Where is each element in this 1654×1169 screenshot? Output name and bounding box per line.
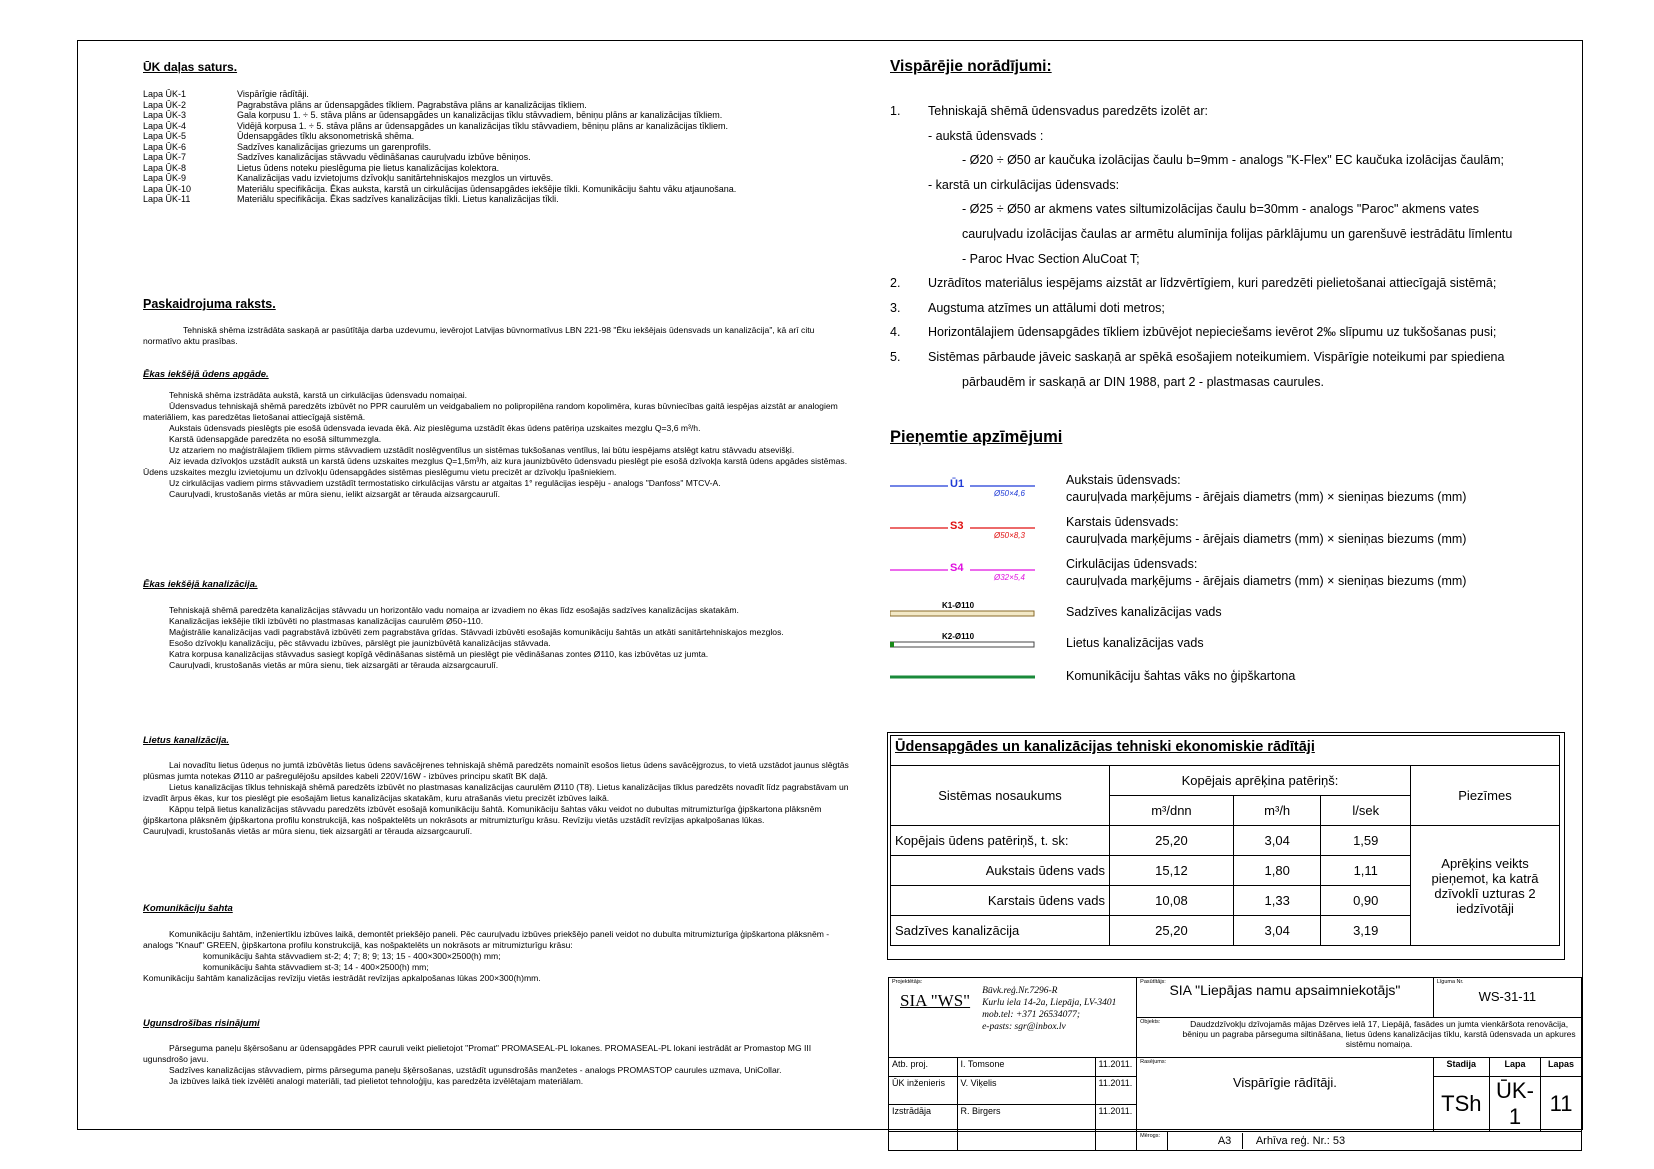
role: Atb. proj. [889,1058,958,1077]
legend-dim: Ø50×8,3 [994,531,1025,540]
object-text: Daudzdzīvokļu dzīvojamās mājas Dzērves ielā 17, Liepājā, fasādes un jumta vienkāršota renovācija, bēniņu un pagraba pārseguma siltināšana, lietus ūdens kanalizācijas tīklu, karstā ūdensvada un apkures sistēmu nomaiņa. [1182,1019,1576,1049]
company-logo: SIA "WS" [900,991,971,1010]
tech-table [890,765,1560,946]
sheets-value: 11 [1541,1077,1582,1132]
section-fire-body [143,1043,853,1087]
toc-row [143,121,843,132]
toc-row [143,194,843,205]
contract-label: Līguma Nr. [1436,979,1464,985]
note-num: 4. [890,325,901,340]
sheet-name-cell [1137,1058,1434,1132]
paragraph: Aukstais ūdensvads pieslēgts pie esošā ūdensvada ievada ēkā. Aiz pieslēguma uzstādīt ēkas ūdens patēriņa uzskaites mezglu Q=3,6 m³/h. [169,423,701,433]
date: 11.2011. [1095,1077,1137,1105]
legend-desc: cauruļvada marķējums - ārējais diametrs (mm) × sieniņas biezums (mm) [1066,490,1467,504]
sheet-value: ŪK-1 [1489,1077,1540,1132]
cell: 1,80 [1233,856,1321,886]
role: ŪK inženieris [889,1077,958,1105]
toc-code: Lapa ŪK-4 [143,120,187,131]
object-cell [1137,1018,1582,1058]
cell: 1,11 [1321,856,1411,886]
col-note-header: Piezīmes [1411,766,1560,826]
cell: 3,04 [1233,826,1321,856]
note-text: Horizontālajiem ūdensapgādes tīkliem izbūvējot nepieciešams ievērot 2‰ slīpumu uz tukšošanas pusi; [928,325,1497,340]
stage-label: Stadija [1433,1058,1489,1077]
archive-cell [1167,1132,1581,1151]
toc-text: Sadzīves kanalizācijas stāvvadu vēdināšanas cauruļvadu izbūve bēniņos. [237,152,531,162]
designer-cell [889,978,1137,1058]
scale-cell [1137,1132,1168,1151]
cell: 0,90 [1321,886,1411,916]
col-header: l/sek [1321,796,1411,826]
shaft-cover-line-icon [890,663,1040,703]
tech-table-title: Ūdensapgādes un kanalizācijas tehniski ekonomiskie rādītāji [890,735,1560,765]
contract-cell [1433,978,1581,1018]
empty-cell [1095,1132,1137,1151]
legend-label: Sadzīves kanalizācijas vads [1066,605,1222,619]
toc-row [143,100,843,111]
toc-row [143,184,843,195]
toc-row [143,142,843,153]
paragraph: Tehniskā shēma izstrādāta aukstā, karstā un cirkulācijas ūdensvadu nomaiņai. [169,390,468,400]
title-block [888,977,1582,1151]
company-info: Būvk.reģ.Nr.7296-R [982,986,1058,996]
legend-desc: cauruļvada marķējums - ārējais diametrs (mm) × sieniņas biezums (mm) [1066,574,1467,588]
legend-dim: Ø32×5,4 [994,573,1025,582]
toc-text: Ūdensapgādes tīklu aksonometriskā shēma. [237,131,415,141]
note-text: - aukstā ūdensvads : [928,128,1044,143]
table-row [891,826,1560,856]
paragraph: Uz cirkulācijas vadiem pirms stāvvadiem uzstādīt termostatisko cirkulācijas vārstu ar atgaitas 1° regulācijas iespēju - analogs "Danfoss" MTCV-A. [169,478,721,488]
legend-label: Komunikāciju šahtas vāks no ģipškartona [1066,669,1296,683]
legend-sym: Ū1 [950,478,965,490]
toc-list [143,89,843,205]
cell: 3,19 [1321,916,1411,946]
note-text: - karstā un cirkulācijas ūdensvads: [928,177,1120,192]
paragraph: Pārseguma paneļu šķērsošanu ar ūdensapgādes PPR cauruli veikt pielietojot "Promat" PROMASEAL-PL lokanes. PROMASEAL-PL lokani iestrādāt ar Promastop MG III ugunsdrošo javu. [143,1043,812,1064]
toc-row [143,152,843,163]
paragraph: Uz atzariem no maģistrālajiem tīkliem pirms stāvvadiem uzstādīt noslēgventīlus un sistēmas tukšošanas ventīlus, lai būtu iespējams atslēgt katru stāvvadu atsevišķi. [169,445,795,455]
legend-sym: K1-Ø110 [942,601,975,610]
paragraph: Cauruļvadi, krustošanās vietās ar mūra sienu, tiek aizsargāti ar tērauda aizsargcaurulī. [169,660,499,670]
shaft-d1: komunikāciju šahta stāvvadiem st-2; 4; 7; 8; 9; 13; 15 - 400×300×2500(h) mm; [203,951,501,961]
general-notes [890,99,1580,394]
shaft-d2: komunikāciju šahta stāvvadiem st-3; 14 - 400×2500(h) mm; [203,962,429,972]
paragraph: Sadzīves kanalizācijas stāvvadiem, pirms pārseguma paneļu šķērsošanas, uzstādīt ugunsdrošās manžetes - analogs PROMASTOP caurules uzmava, UniCollar. [169,1065,782,1075]
row-name: Aukstais ūdens vads [891,856,1110,886]
note-text: Augstuma atzīmes un attālumi doti metros; [928,300,1165,315]
legend-circulation [890,556,1580,596]
cold-water-line-icon [890,472,1040,512]
legend-shaft-cover [890,663,1580,703]
company-info: Kurlu iela 14-2a, Liepāja, LV-3401 [982,998,1117,1008]
toc-text: Materiālu specifikācija. Ēkas sadzīves kanalizācijas tīkli. Lietus kanalizācijas tīkli. [237,194,559,204]
toc-code: Lapa ŪK-9 [143,173,187,183]
paragraph: Tehniskajā shēmā paredzēta kanalizācijas stāvvadu un horizontālo vadu nomaiņa ar izvadiem no ēkas līdz esošajās sadzīves kanalizācijas skatakām. [169,605,739,615]
toc-code: Lapa ŪK-6 [143,141,187,152]
explanatory-intro [143,325,853,347]
cell: 1,33 [1233,886,1321,916]
legend-label: Lietus kanalizācijas vads [1066,636,1204,650]
cell: 25,20 [1110,916,1234,946]
toc-row [143,131,843,142]
section-sewer-body [143,605,853,671]
legend-desc: cauruļvada marķējums - ārējais diametrs (mm) × sieniņas biezums (mm) [1066,532,1467,546]
legend-hot-water [890,514,1580,554]
legend-sym: S4 [950,562,964,574]
legend-cold-water [890,472,1580,512]
col-name-header: Sistēmas nosaukums [891,766,1110,826]
designer-label: Projektētājs: [892,979,923,985]
toc-title: ŪK daļas saturs. [143,60,238,74]
person: I. Tomsone [957,1058,1095,1077]
toc-text: Lietus ūdens noteku pieslēguma pie lietus kanalizācijas kolektora. [237,162,500,173]
role: Izstrādāja [889,1104,958,1132]
note-num: 1. [890,104,901,118]
toc-code: Lapa ŪK-10 [143,183,192,194]
toc-code: Lapa ŪK-2 [143,99,187,110]
paragraph: Esošo dzīvokļu kanalizāciju, pēc stāvvadu izbūves, pārslēgt pie jaunizbūvētā kanalizācijas stāvvada. [169,638,551,648]
toc-text: Sadzīves kanalizācijas griezums un garenprofils. [237,141,432,152]
toc-row [143,110,843,121]
shaft-last: Komunikāciju šahtām kanalizācijas revīziju vietās iestrādāt revīzijas apkalpošanas lūkas 200×300(h)mm. [143,973,541,983]
legend-dim: Ø50×4,6 [994,489,1025,498]
paragraph: Ūdensvadus tehniskajā shēmā paredzēts izbūvēt no PPR caurulēm un veidgabaliem no polipropilēna random kopolimēra, kuras būvniecības gaitā iespējas aizstāt ar analogiem materiāliem, kas paredzētas lietošanai attiecīgajā sistēmā. [143,401,838,422]
toc-text: Gala korpusu 1. ÷ 5. stāva plāns ar ūdensapgādes un kanalizācijas tīklu stāvvadiem, bēniņu plāns ar kanalizācijas tīkliem. [237,110,723,120]
client-cell [1137,978,1434,1018]
col-header: m³/dnn [1110,796,1234,826]
client-label: Pasūtītājs: [1140,979,1166,985]
paragraph: Kāpņu telpā lietus kanalizācijas stāvvadu paredzēts izbūvēt esošajā komunikāciju šahtā. Komunikāciju šahtas vāku veidot no dubultas mitrumizturīga ģipškartona plāksnēm ģipškartona plāksnēm ģipškartona profilu konstrukcijā, kas nošpaktelēts un nokrāsots ar mitrumizturīgu krāsu. Revīziju vietās uzstādīt revīzijas apkalpošanas lūkas. [143,804,822,825]
empty-cell [889,1132,958,1151]
note-text: - Ø25 ÷ Ø50 ar akmens vates siltumizolācijas čaulu b=30mm - analogs "Paroc" akmens vates [962,202,1479,217]
general-notes-title: Vispārējie norādījumi: [890,58,1052,75]
section-rain-body [143,760,853,837]
rain-last: Cauruļvadi, krustošanās vietās ar mūra sienu, tiek aizsargāti ar tērauda aizsargcaurulī. [143,826,473,836]
note-num: 2. [890,276,901,291]
date: 11.2011. [1095,1058,1137,1077]
note-text: - Paroc Hvac Section AluCoat T; [962,251,1140,266]
cell: 3,04 [1233,916,1321,946]
note-text: Uzrādītos materiālus iespējams aizstāt ar līdzvērtīgiem, kuri paredzēti pielietošanai attiecīgajā sistēmā; [928,276,1497,291]
sheets-label: Lapas [1541,1058,1582,1077]
section-water-title: Ēkas iekšējā ūdens apgāde. [143,369,269,380]
paragraph: Katra korpusa kanalizācijas stāvvadus sasiegt kopīgā vēdināšanas sistēmā un pieslēgt pie vēdināšanas zontes Ø110, kas izbūvētas uz jumta. [169,649,709,659]
legend-label: Karstais ūdensvads: [1066,515,1179,529]
cell: 15,12 [1110,856,1234,886]
object-label: Objekts: [1140,1019,1161,1025]
empty-cell [957,1132,1095,1151]
legend-sym: S3 [950,520,964,532]
toc-text: Materiālu specifikācija. Ēkas auksta, karstā un cirkulācijas ūdensapgādes iekšējie tīkli. Komunikāciju šahtu vāku atjaunošana. [237,183,737,194]
paragraph: Lietus kanalizācijas tīklus tehniskajā shēmā paredzēts izbūvēt no plastmasas kanalizācijas caurulēm Ø110 (T8). Lietus kanalizācijas tīklus paredzēts novadīt līdz pagrabstāvam un izvadīt ārpus ēkas, kur tos pieslēgt pie esošajām lietus kanalizācijas skatakām, kuru atrašanās vietu precizēt izbūves laikā. [143,782,849,803]
client-name: SIA "Liepājas namu apsaimniekotājs" [1169,982,1401,998]
company-info: mob.tel: +371 26534077; [982,1010,1081,1020]
circulation-line-icon [890,556,1040,596]
toc-row [143,89,843,100]
toc-row [143,173,843,184]
note-cell: Aprēķins veikts pieņemot, ka katrā dzīvoklī uzturas 2 iedzīvotāji [1411,826,1560,946]
row-name: Karstais ūdens vads [891,886,1110,916]
section-sewer-title: Ēkas iekšējā kanalizācija. [143,579,258,590]
cell: 25,20 [1110,826,1234,856]
toc-text: Pagrabstāva plāns ar ūdensapgādes tīkliem. Pagrabstāva plāns ar kanalizācijas tīkliem. [237,99,587,110]
note-text: - Ø20 ÷ Ø50 ar kaučuka izolācijas čaulu b=9mm - analogs "K-Flex" EC kaučuka izolācijas čaulām; [962,153,1505,168]
paragraph: Aiz ievada dzīvokļos uzstādīt aukstā un karstā ūdens uzskaites mezglus Q=1,5m³/h, aiz kura jaunizbūvēto ūdensvadu pieslēgt pie esošā dzīvokļa karstā ūdens apgādes sistēmas. Ūdens uzskaites mezglu izvietojumu un dzīvokļu ūdensapgādes sistēmas pieslēgumu vietu precizēt ar dzīvokļu īpašniekiem. [143,456,848,477]
section-shaft-title: Komunikāciju šahta [143,903,233,914]
intro-text: Tehniskā shēma izstrādāta saskaņā ar pasūtītāja darba uzdevumu, ievērojot Latvijas būvnormatīvus LBN 221-98 "Ēku iekšējais ūdensvads un kanalizācija", kā arī citu normatīvo aktu prasības. [143,325,815,346]
row-name: Kopējais ūdens patēriņš, t. sk: [891,826,1110,856]
legend-label: Cirkulācijas ūdensvads: [1066,557,1198,571]
note-text: Sistēmas pārbaude jāveic saskaņā ar spēkā esošajiem noteikumiem. Vispārīgie noteikumi par spiediena [928,349,1505,364]
person: V. Viķelis [957,1077,1095,1105]
format: A3 [1217,1134,1232,1147]
scale-label: Mērogs: [1140,1133,1161,1139]
toc-code: Lapa ŪK-5 [143,131,187,141]
paragraph: Ja izbūves laikā tiek izvēlēti analogi materiāli, tad pielietot tehnoloģiju, kas paredzēta izvēlētajam materiālam. [169,1076,584,1086]
toc-code: Lapa ŪK-1 [143,89,187,99]
toc-code: Lapa ŪK-7 [143,152,187,162]
note-num: 5. [890,349,901,364]
explanatory-title: Paskaidrojuma raksts. [143,297,276,311]
note-text: cauruļvadu izolācijas čaulas ar armētu alumīnija folijas pārklājumu un garenšuvē iestrādātu līmlentu [962,226,1513,241]
paragraph: Kanalizācijas iekšējie tīkli izbūvēti no plastmasas kanalizācijas caurulēm Ø50÷110. [169,616,484,626]
legend-label: Aukstais ūdensvads: [1066,473,1181,487]
toc-text: Vidējā korpusa 1. ÷ 5. stāva plāns ar ūdensapgādes un kanalizācijas tīklu stāvvadiem, bēniņu plāns ar kanalizācijas tīkliem. [237,120,729,131]
toc-text: Vispārīgie rādītāji. [237,89,309,99]
note-num: 3. [890,300,901,315]
toc-code: Lapa ŪK-8 [143,162,187,173]
paragraph: Lai novadītu lietus ūdeņus no jumtā izbūvētās lietus ūdens savācējrenes tehniskajā shēmā paredzēts nomainīt esošos lietus ūdens savācējgrozus, to vietā uzstādot jaunus slēgtās plūsmas jumta notekas Ø110 ar pašregulējošu apsildes kabeli 220V/16W - izbūves principu skatīt BK daļā. [143,760,849,781]
legend-title: Pieņemtie apzīmējumi [890,428,1063,446]
cell: 10,08 [1110,886,1234,916]
date: 11.2011. [1095,1104,1137,1132]
archive-number: Arhīva reģ. Nr.: 53 [1255,1134,1346,1147]
sheet-name: Vispārīgie rādītāji. [1233,1075,1337,1090]
col-group-header: Kopējais aprēķina patēriņš: [1110,766,1411,796]
section-fire-title: Ugunsdrošības risinājumi [143,1018,260,1029]
person: R. Birgers [957,1104,1095,1132]
paragraph: Maģistrālie kanalizācijas vadi pagrabstāvā izbūvēti zem pagrabstāva grīdas. Stāvvadi izbūvēti esošajās komunikāciju šahtās un atkāti sanitārtehniskajos mezglos. [169,627,784,637]
section-water-body [143,390,853,500]
contract-number: WS-31-11 [1478,989,1537,1004]
shaft-p1: Komunikāciju šahtām, inženiertīklu izbūves laikā, demontēt priekšējo paneli. Pēc cauruļvadu izbūves priekšējo paneli veidot no dubulta mitrumizturīga ģipškartona plāksnēm - analogs "Knauf" GREEN, ģipškartona profilu konstrukcijā, kas nošpaktelēts un nokrāsots ar mitrumizturīgu krāsu: [143,929,830,950]
company-info: e-pasts: sgr@inbox.lv [982,1022,1066,1032]
toc-code: Lapa ŪK-3 [143,110,187,120]
toc-text: Kanalizācijas vadu izvietojums dzīvokļu sanitārtehniskajos mezglos un virtuvēs. [237,173,554,183]
paragraph: Cauruļvadi, krustošanās vietās ar mūra sienu, ielikt aizsargāt ar tērauda aizsargcaurulī. [169,489,501,499]
hot-water-line-icon [890,514,1040,554]
paragraph: Karstā ūdensapgāde paredzēta no esošā siltummezgla. [169,434,382,444]
toc-row [143,163,843,174]
col-header: m³/h [1233,796,1321,826]
sheet-label: Lapa [1489,1058,1540,1077]
stage-value: TSh [1433,1077,1489,1132]
legend-sym: K2-Ø110 [942,632,975,641]
section-rain-title: Lietus kanalizācija. [143,735,230,746]
section-shaft-body [143,929,853,984]
note-text: Tehniskajā shēmā ūdensvadus paredzēts izolēt ar: [928,104,1209,118]
row-name: Sadzīves kanalizācija [891,916,1110,946]
toc-code: Lapa ŪK-11 [143,194,191,204]
sheet-name-label: Rasējums: [1140,1059,1167,1065]
note-text: pārbaudēm ir saskaņā ar DIN 1988, part 2 - plastmasas caurules. [962,374,1324,389]
cell: 1,59 [1321,826,1411,856]
